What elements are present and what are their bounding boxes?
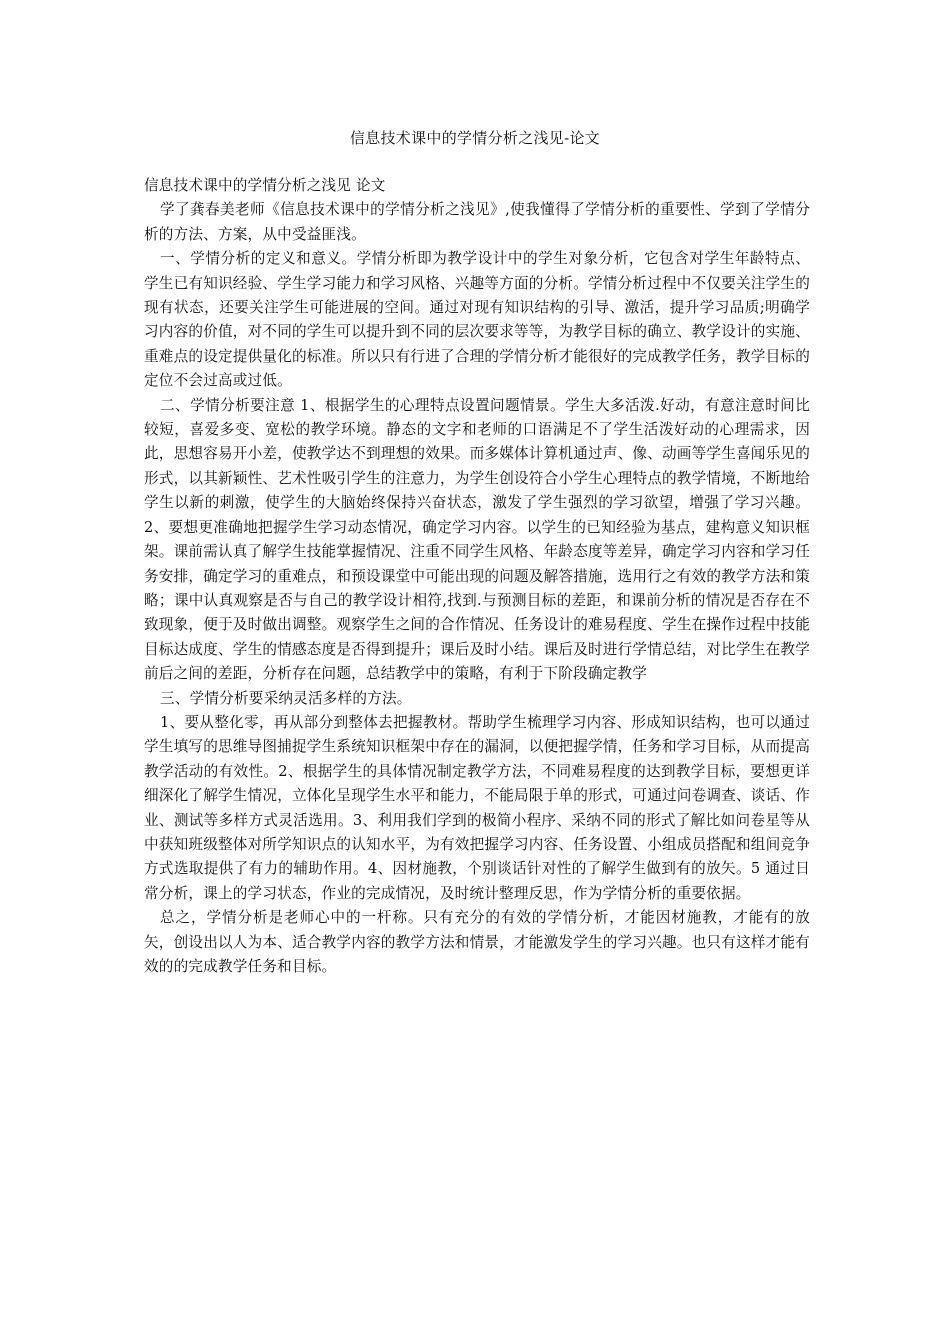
paragraph-conclusion: 总之，学情分析是老师心中的一杆称。只有充分的有效的学情分析，才能因材施教，才能有的放矢，创设出以人为本、适合教学内容的教学方法和情景，才能激发学生的学习兴趣。也只有这样才能有效的的完成教学任务和目标。 xyxy=(144,909,810,975)
document-body xyxy=(144,174,810,979)
paragraph-section-2: 二、学情分析要注意 1、根据学生的心理特点设置问题情景。学生大多活泼.好动，有意注意时间比较短，喜爱多变、宽松的教学环境。静态的文字和老师的口语满足不了学生活泼好动的心理需求，因此，思想容易开小差，使教学达不到理想的效果。而多媒体计算机通过声、像、动画等学生喜闻乐见的形式，以其新颖性、艺术性吸引学生的注意力，为学生创设符合小学生心理特点的教学情境，不断地给学生以新的刺激，使学生的大脑始终保持兴奋状态，激发了学生强烈的学习欲望，增强了学习兴趣。2、要想更准确地把握学生学习动态情况，确定学习内容。以学生的已知经验为基点，建构意义知识框架。课前需认真了解学生技能掌握情况、注重不同学生风格、年龄态度等差异，确定学习内容和学习任务安排，确定学习的重难点，和预设课堂中可能出现的问题及解答措施，选用行之有效的教学方法和策略；课中认真观察是否与自己的教学设计相符,找到.与预测目标的差距，和课前分析的情况是否存在不 致现象，便于及时做出调整。观察学生之间的合作情况、任务设计的难易程度、学生在操作过程中技能目标达成度、学生的情感态度是否得到提升；课后及时小结。课后及时进行学情总结，对比学生在教学前后之间的差距，分析存在问题，总结教学中的策略，有利于下阶段确定教学 xyxy=(144,396,810,683)
paragraph-intro: 学了龚春美老师《信息技术课中的学情分析之浅见》,使我懂得了学情分析的重要性、学到了学情分析的方法、方案，从中受益匪浅。 xyxy=(144,201,810,243)
paragraph-section-3-body: 1、要从整化零，再从部分到整体去把握教材。帮助学生梳理学习内容、形成知识结构，也可以通过学生填写的思维导图捕捉学生系统知识框架中存在的漏洞，以便把握学情，任务和学习目标，从而提高教学活动的有效性。2、根据学生的具体情况制定教学方法，不同难易程度的达到教学目标，要想更详细深化了解学生情况，立体化呈现学生水平和能力，不能局限于单的形式，可通过问卷调查、谈话、作业、测试等多样方式灵活选用。3、利用我们学到的极简小程序、采纳不同的形式了解比如问卷星等从中获知班级整体对所学知识点的认知水平，为有效把握学习内容、任务设置、小组成员搭配和组间竞争方式选取提供了有力的辅助作用。4、因材施教，个别谈话针对性的了解学生做到有的放矢。5 通过日常分析，课上的学习状态，作业的完成情况，及时统计整理反思，作为学情分析的重要依据。 xyxy=(144,713,810,902)
paragraph-section-1: 一、学情分析的定义和意义。学情分析即为教学设计中的学生对象分析，它包含对学生年龄特点、学生已有知识经验、学生学习能力和学习风格、兴趣等方面的分析。学情分析过程中不仅要关注学生的现有状态，还要关注学生可能进展的空间。通过对现有知识结构的引导、激活，提升学习品质;明确学习内容的价值，对不同的学生可以提升到不同的层次要求等等，为教学目标的确立、教学设计的实施、重难点的设定提供量化的标准。所以只有行进了合理的学情分析才能很好的完成教学任务，教学目标的定位不会过高或过低。 xyxy=(144,250,810,390)
document-title: 信息技术课中的学情分析之浅见-论文 xyxy=(349,129,601,147)
document-subtitle: 信息技术课中的学情分析之浅见 论文 xyxy=(144,177,386,194)
paragraph-section-3-heading: 三、学情分析要采纳灵活多样的方法。 xyxy=(160,689,412,707)
